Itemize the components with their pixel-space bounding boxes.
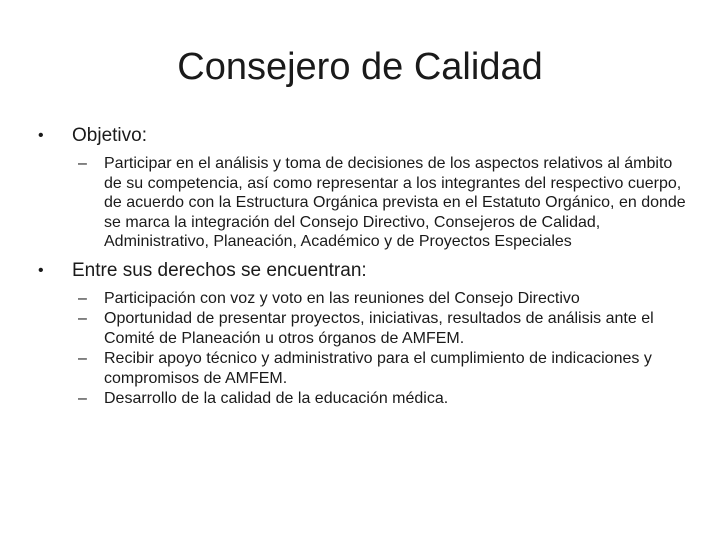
dash-marker: –	[78, 390, 87, 407]
slide-title: Consejero de Calidad	[177, 46, 543, 88]
list-item	[38, 349, 688, 388]
list-item-text: Recibir apoyo técnico y administrativo para el cumplimiento de indicaciones y compromisos de AMFEM.	[104, 350, 652, 387]
section-heading-text: Entre sus derechos se encuentran:	[72, 259, 367, 281]
list-item-text: Participar en el análisis y toma de decisiones de los aspectos relativos al ámbito de su competencia, así como representar a los integrantes del respectivo cuerpo, de acuerdo con la Estructura Orgánica prevista en el Estatuto Orgánico, en donde se marca la integración del Consejo Directivo, Consejeros de Calidad, Administrativo, Planeación, Académico y de Proyectos Especiales	[104, 155, 686, 250]
list-item-text: Desarrollo de la calidad de la educación médica.	[104, 390, 449, 407]
list-item	[38, 309, 688, 348]
section-objetivo-heading	[38, 124, 688, 148]
dash-marker: –	[78, 155, 87, 172]
bullet-marker: •	[38, 261, 44, 279]
dash-marker: –	[78, 350, 87, 367]
list-item-text: Participación con voz y voto en las reuniones del Consejo Directivo	[104, 289, 580, 307]
list-item	[38, 289, 688, 309]
section-derechos-heading	[38, 259, 688, 283]
list-item	[38, 154, 688, 252]
dash-marker: –	[78, 310, 87, 327]
slide-body	[38, 124, 688, 410]
dash-marker: –	[78, 289, 87, 307]
bullet-marker: •	[38, 127, 44, 144]
list-item-text: Oportunidad de presentar proyectos, iniciativas, resultados de análisis ante el Comité de Planeación u otros órganos de AMFEM.	[104, 310, 654, 347]
section-heading-text: Objetivo:	[72, 125, 147, 146]
list-item	[38, 389, 688, 409]
